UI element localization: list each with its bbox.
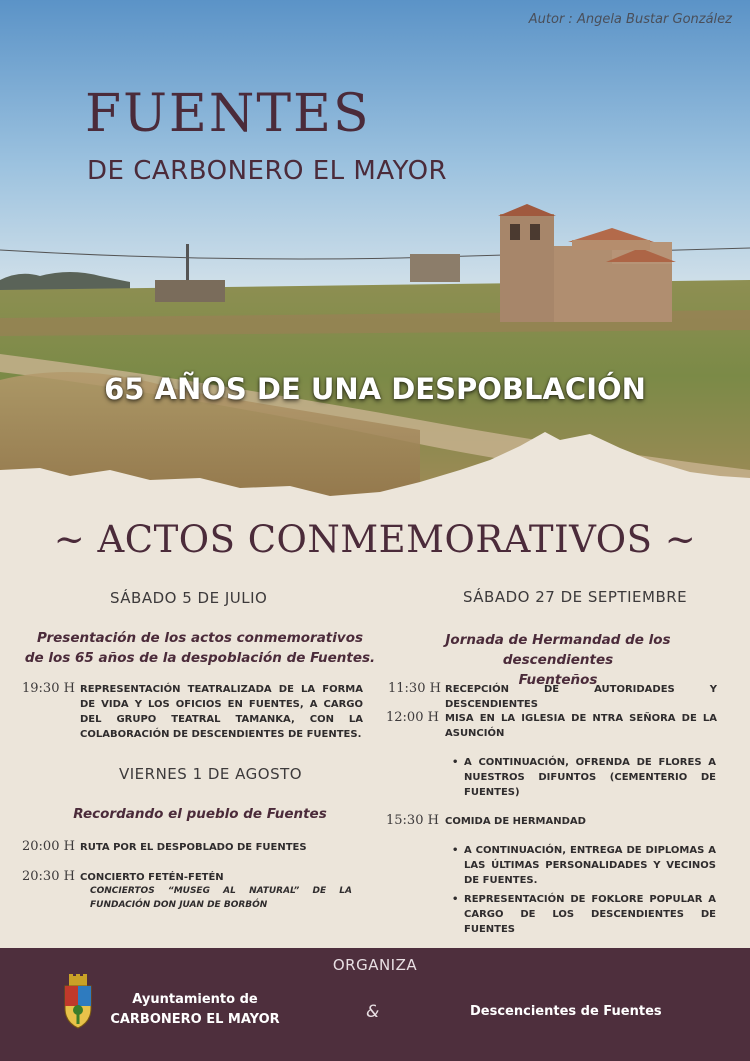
author-credit: Autor : Angela Bustar González — [528, 12, 732, 27]
event-note: CONCIERTOS “MUSEG AL NATURAL” DE LA FUNDACIÓN DON JUAN DE BORBÓN — [90, 886, 352, 910]
footer-organizers — [0, 948, 750, 1061]
subtitle-line: Jornada de Hermandad de los descendientes — [445, 632, 671, 668]
page-title: FUENTES — [85, 84, 371, 144]
day-subtitle-august: Recordando el pueblo de Fuentes — [73, 806, 327, 822]
day-heading-september: SÁBADO 27 DE SEPTIEMBRE — [463, 588, 688, 606]
section-title: ~ ACTOS CONMEMORATIVOS ~ — [53, 518, 697, 561]
landscape-image — [0, 0, 750, 520]
event-time: 15:30 H — [386, 813, 439, 828]
event-description: MISA EN LA IGLESIA DE NTRA SEÑORA DE LA ASUNCIÓN — [445, 713, 717, 739]
day-heading-august: VIERNES 1 DE AGOSTO — [119, 765, 303, 783]
day-subtitle-july — [20, 628, 380, 668]
event-description: CONCIERTO FETÉN-FETÉN — [80, 872, 224, 883]
page-subtitle: DE CARBONERO EL MAYOR — [87, 156, 448, 186]
subtitle-line: Fuenteños — [518, 672, 598, 688]
organizer-line: Ayuntamiento de — [132, 992, 258, 1007]
bullet-item: • A CONTINUACIÓN, OFRENDA DE FLORES A NUESTROS DIFUNTOS (CEMENTERIO DE FUENTES) — [452, 755, 716, 800]
day-heading-july: SÁBADO 5 DE JULIO — [110, 589, 268, 607]
event-description: RUTA POR EL DESPOBLADO DE FUENTES — [80, 842, 307, 853]
subtitle-line: Presentación de los actos conmemorativos — [36, 630, 364, 646]
event-time: 19:30 H — [22, 681, 75, 696]
bullet-item: • REPRESENTACIÓN DE FOKLORE POPULAR A CARGO DE LOS DESCENDIENTES DE FUENTES — [452, 892, 716, 937]
organizer-line: CARBONERO EL MAYOR — [110, 1012, 280, 1027]
event-time: 20:00 H — [22, 839, 75, 854]
hero-tagline: 65 AÑOS DE UNA DESPOBLACIÓN — [104, 372, 646, 406]
event-description: RECEPCIÓN DE AUTORIDADES Y DESCENDIENTES — [445, 684, 717, 710]
subtitle-line: de los 65 años de la despoblación de Fuentes. — [24, 650, 376, 666]
ampersand: & — [366, 1002, 380, 1022]
event-description: REPRESENTACIÓN TEATRALIZADA DE LA FORMA DE VIDA Y LOS OFICIOS EN FUENTES, A CARGO DEL GRUPO TEATRAL TAMANKA, CON LA COLABORACIÓN DE DESCENDIENTES DE FUENTES. — [80, 684, 363, 740]
event-description: COMIDA DE HERMANDAD — [445, 816, 586, 827]
hero-photo — [0, 0, 750, 520]
organizer-descendientes: Descencientes de Fuentes — [470, 1004, 662, 1019]
event-time: 11:30 H — [388, 681, 441, 696]
event-bullets — [452, 755, 716, 804]
bullet-item: • A CONTINUACIÓN, ENTREGA DE DIPLOMAS A LAS ÚLTIMAS PERSONALIDADES Y VECINOS DE FUENTES. — [452, 843, 716, 888]
event-bullets — [452, 843, 716, 941]
organizer-ayuntamiento — [100, 990, 290, 1030]
event-time: 12:00 H — [386, 710, 439, 725]
organiza-label: ORGANIZA — [332, 956, 418, 974]
event-time: 20:30 H — [22, 869, 75, 884]
coat-of-arms-icon — [62, 974, 94, 1030]
